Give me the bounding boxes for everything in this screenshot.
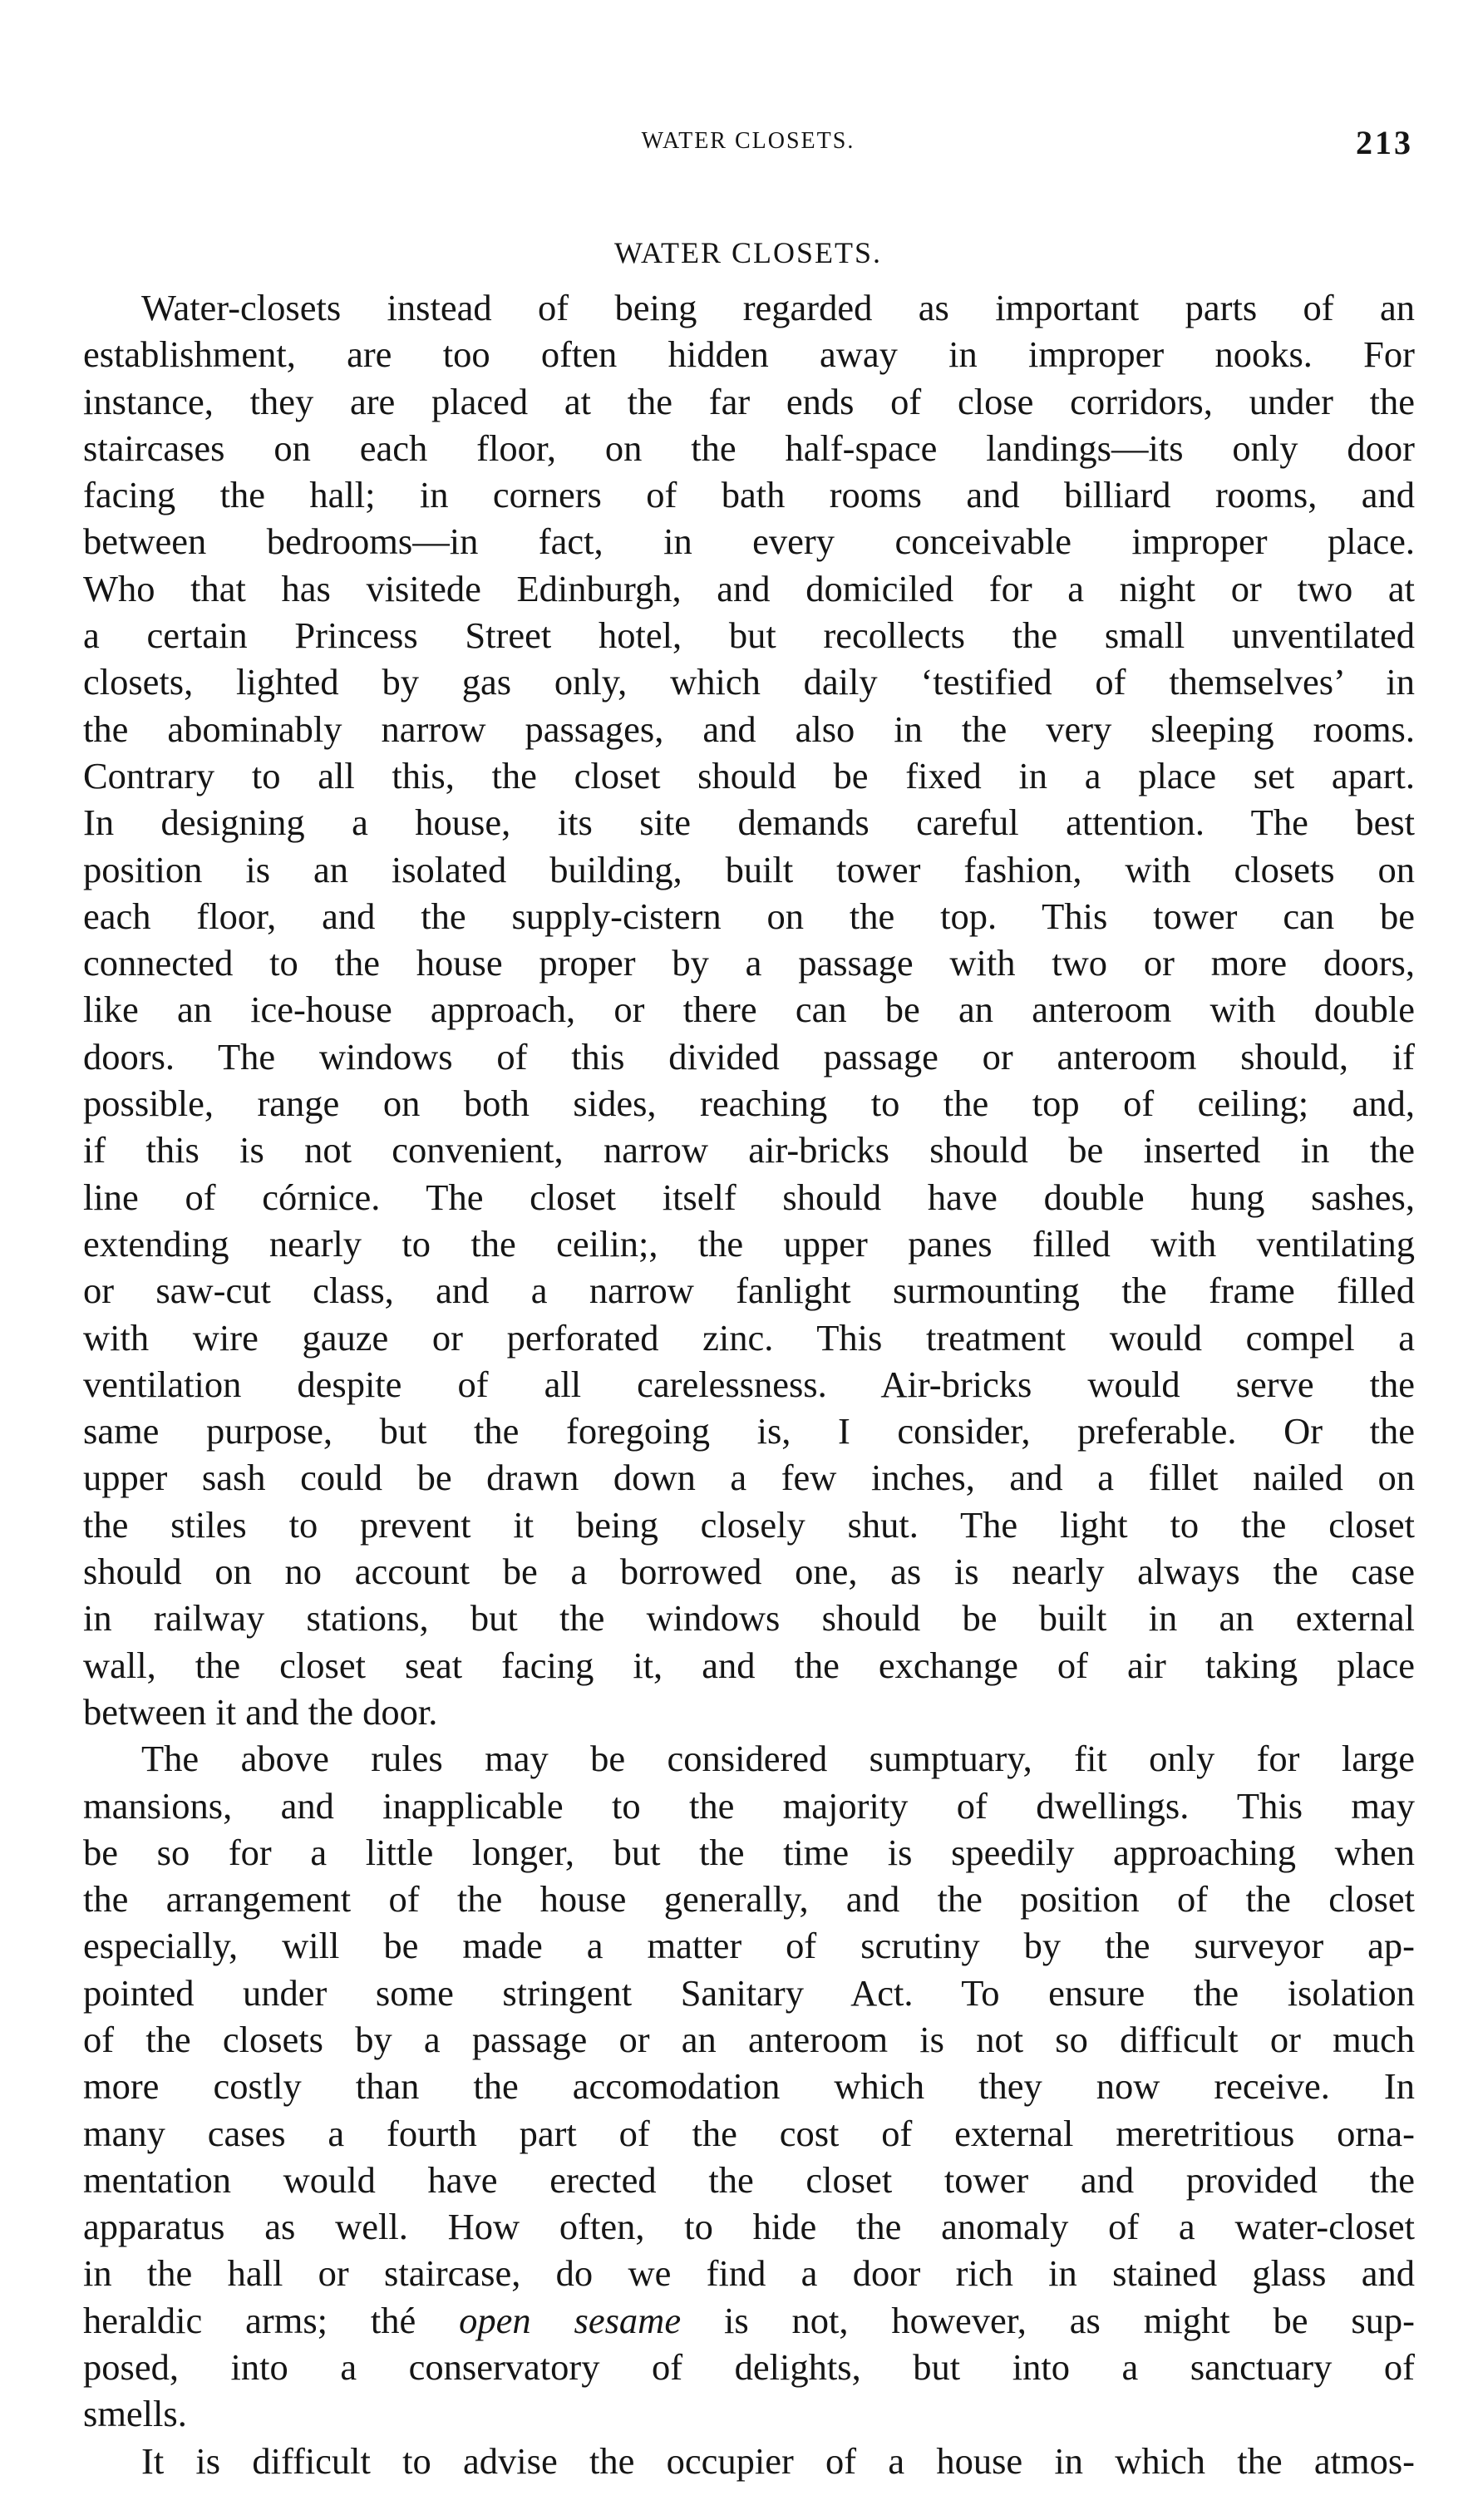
text-line bbox=[83, 2297, 1415, 2344]
text-line-content: of the closets by a passage or an anteroom is not so difficult or much bbox=[83, 2018, 1415, 2060]
text-line-continuation: is not, however, as might be sup- bbox=[681, 2299, 1415, 2341]
running-head bbox=[83, 123, 1413, 165]
text-line bbox=[83, 1970, 1415, 2016]
text-line-content: Water-closets instead of being regarded as important parts of an bbox=[141, 287, 1415, 328]
text-line bbox=[83, 1127, 1415, 1173]
text-line-content: a certain Princess Street hotel, but recollects the small unventilated bbox=[83, 614, 1415, 657]
text-line-content: extending nearly to the ceilin;, the upper panes filled with ventilating bbox=[83, 1222, 1415, 1265]
text-line-content: the stiles to prevent it being closely shut. The light to the closet bbox=[83, 1503, 1415, 1546]
text-line-content: with wire gauze or perforated zinc. This treatment would compel a bbox=[83, 1316, 1415, 1359]
text-line bbox=[83, 2438, 1415, 2484]
text-line-content: Who that has visitede Edinburgh, and domiciled for a night or two at bbox=[83, 567, 1415, 609]
text-line bbox=[83, 1735, 1415, 1782]
text-line-content: Contrary to all this, the closet should be fixed in a place set apart. bbox=[83, 754, 1415, 796]
text-line-content: smells. bbox=[83, 2393, 187, 2435]
text-line bbox=[83, 1267, 1415, 1314]
text-line-content: mansions, and inapplicable to the majority of dwellings. This may bbox=[83, 1784, 1415, 1827]
text-line-content: connected to the house proper by a passage with two or more doors, bbox=[83, 942, 1415, 984]
text-line-content: more costly than the accomodation which they now receive. In bbox=[83, 2065, 1415, 2108]
text-line bbox=[83, 706, 1415, 752]
text-line bbox=[83, 1174, 1415, 1221]
text-line bbox=[83, 846, 1415, 893]
text-line bbox=[83, 2157, 1415, 2203]
text-line bbox=[83, 893, 1415, 939]
text-line bbox=[83, 2110, 1415, 2157]
text-line bbox=[83, 2390, 1415, 2437]
text-line-content: upper sash could be drawn down a few inches, and a fillet nailed on bbox=[83, 1457, 1415, 1499]
running-title: WATER CLOSETS. bbox=[641, 128, 855, 154]
text-line bbox=[83, 1454, 1415, 1501]
text-line bbox=[83, 1033, 1415, 1080]
text-line bbox=[83, 658, 1415, 705]
text-line-content: heraldic arms; thé bbox=[83, 2299, 460, 2341]
text-line-content: especially, will be made a matter of scrutiny by the surveyor ap- bbox=[83, 1925, 1415, 1967]
text-line bbox=[83, 986, 1415, 1033]
text-line-content: staircases on each floor, on the half-space landings—its only door bbox=[83, 427, 1415, 469]
text-line bbox=[83, 1408, 1415, 1454]
body-text bbox=[83, 284, 1415, 2484]
text-line bbox=[83, 1642, 1415, 1689]
text-line bbox=[83, 752, 1415, 799]
text-line bbox=[83, 331, 1415, 377]
text-line-content: should on no account be a borrowed one, as is nearly always the case bbox=[83, 1551, 1415, 1593]
text-line-content: establishment, are too often hidden away in improper nooks. For bbox=[83, 333, 1415, 376]
text-line bbox=[83, 939, 1415, 986]
text-line-content: same purpose, but the foregoing is, I consider, preferable. Or the bbox=[83, 1410, 1415, 1452]
text-line bbox=[83, 518, 1415, 565]
text-line bbox=[83, 1080, 1415, 1127]
text-line bbox=[83, 612, 1415, 658]
text-line bbox=[83, 2063, 1415, 2109]
text-line bbox=[83, 425, 1415, 471]
text-line bbox=[83, 1502, 1415, 1548]
text-line-content: instance, they are placed at the far ends of close corridors, under the bbox=[83, 380, 1415, 422]
text-line-content: facing the hall; in corners of bath rooms and billiard rooms, and bbox=[83, 474, 1415, 516]
text-line-content: like an ice-house approach, or there can be an anteroom with double bbox=[83, 989, 1415, 1031]
text-line-content: the abominably narrow passages, and also in the very sleeping rooms. bbox=[83, 708, 1415, 750]
text-line bbox=[83, 1595, 1415, 1641]
text-line bbox=[83, 1783, 1415, 1829]
text-line-content: mentation would have erected the closet tower and provided the bbox=[83, 2158, 1415, 2201]
text-line bbox=[83, 2203, 1415, 2250]
text-line-content: line of córnice. The closet itself should have double hung sashes, bbox=[83, 1176, 1415, 1218]
text-line-content: between it and the door. bbox=[83, 1690, 438, 1733]
text-line-content: many cases a fourth part of the cost of external meretritious orna- bbox=[83, 2112, 1415, 2154]
text-line-content: wall, the closet seat facing it, and the exchange of air taking place bbox=[83, 1644, 1415, 1686]
text-line-content: The above rules may be considered sumptuary, fit only for large bbox=[141, 1738, 1415, 1780]
text-line bbox=[83, 284, 1415, 331]
text-line bbox=[83, 2344, 1415, 2390]
text-line-content: apparatus as well. How often, to hide the anomaly of a water-closet bbox=[83, 2206, 1415, 2248]
text-line-content: each floor, and the supply-cistern on the top. This tower can be bbox=[83, 895, 1415, 937]
text-line bbox=[83, 2016, 1415, 2063]
text-line bbox=[83, 378, 1415, 425]
text-line bbox=[83, 565, 1415, 612]
text-line bbox=[83, 799, 1415, 846]
text-line-content: posed, into a conservatory of delights, but into a sanctuary of bbox=[83, 2346, 1415, 2389]
text-line-content: In designing a house, its site demands careful attention. The best bbox=[83, 801, 1415, 844]
text-line-content: or saw-cut class, and a narrow fanlight surmounting the frame filled bbox=[83, 1270, 1415, 1312]
text-line bbox=[83, 2250, 1415, 2296]
text-line bbox=[83, 1314, 1415, 1361]
text-line bbox=[83, 471, 1415, 518]
text-line-content: doors. The windows of this divided passage or anteroom should, if bbox=[83, 1035, 1415, 1078]
text-line-content: pointed under some stringent Sanitary Act. To ensure the isolation bbox=[83, 1971, 1415, 2014]
page-number: 213 bbox=[1356, 124, 1413, 161]
text-line-content: position is an isolated building, built tower fashion, with closets on bbox=[83, 848, 1415, 890]
italic-phrase: open sesame bbox=[459, 2299, 682, 2341]
text-line bbox=[83, 1922, 1415, 1969]
text-line bbox=[83, 1689, 1415, 1735]
text-line bbox=[83, 1221, 1415, 1267]
text-line-content: in the hall or staircase, do we find a door rich in stained glass and bbox=[83, 2252, 1415, 2295]
text-line-content: It is difficult to advise the occupier of a house in which the atmos- bbox=[141, 2439, 1415, 2482]
text-line-content: be so for a little longer, but the time is speedily approaching when bbox=[83, 1831, 1415, 1873]
text-line bbox=[83, 1361, 1415, 1408]
text-line bbox=[83, 1548, 1415, 1595]
text-line-content: in railway stations, but the windows should be built in an external bbox=[83, 1597, 1415, 1640]
text-line bbox=[83, 1876, 1415, 1922]
section-heading: WATER CLOSETS. bbox=[613, 236, 882, 269]
text-line bbox=[83, 1829, 1415, 1876]
text-line-content: if this is not convenient, narrow air-bricks should be inserted in the bbox=[83, 1129, 1415, 1171]
text-line-content: ventilation despite of all carelessness. Air-bricks would serve the bbox=[83, 1363, 1415, 1405]
text-line-content: between bedrooms—in fact, in every conceivable improper place. bbox=[83, 520, 1415, 563]
text-line-content: closets, lighted by gas only, which daily ‘testified of themselves’ in bbox=[83, 661, 1415, 703]
text-line-content: possible, range on both sides, reaching to the top of ceiling; and, bbox=[83, 1082, 1415, 1125]
text-line-content: the arrangement of the house generally, and the position of the closet bbox=[83, 1878, 1415, 1921]
